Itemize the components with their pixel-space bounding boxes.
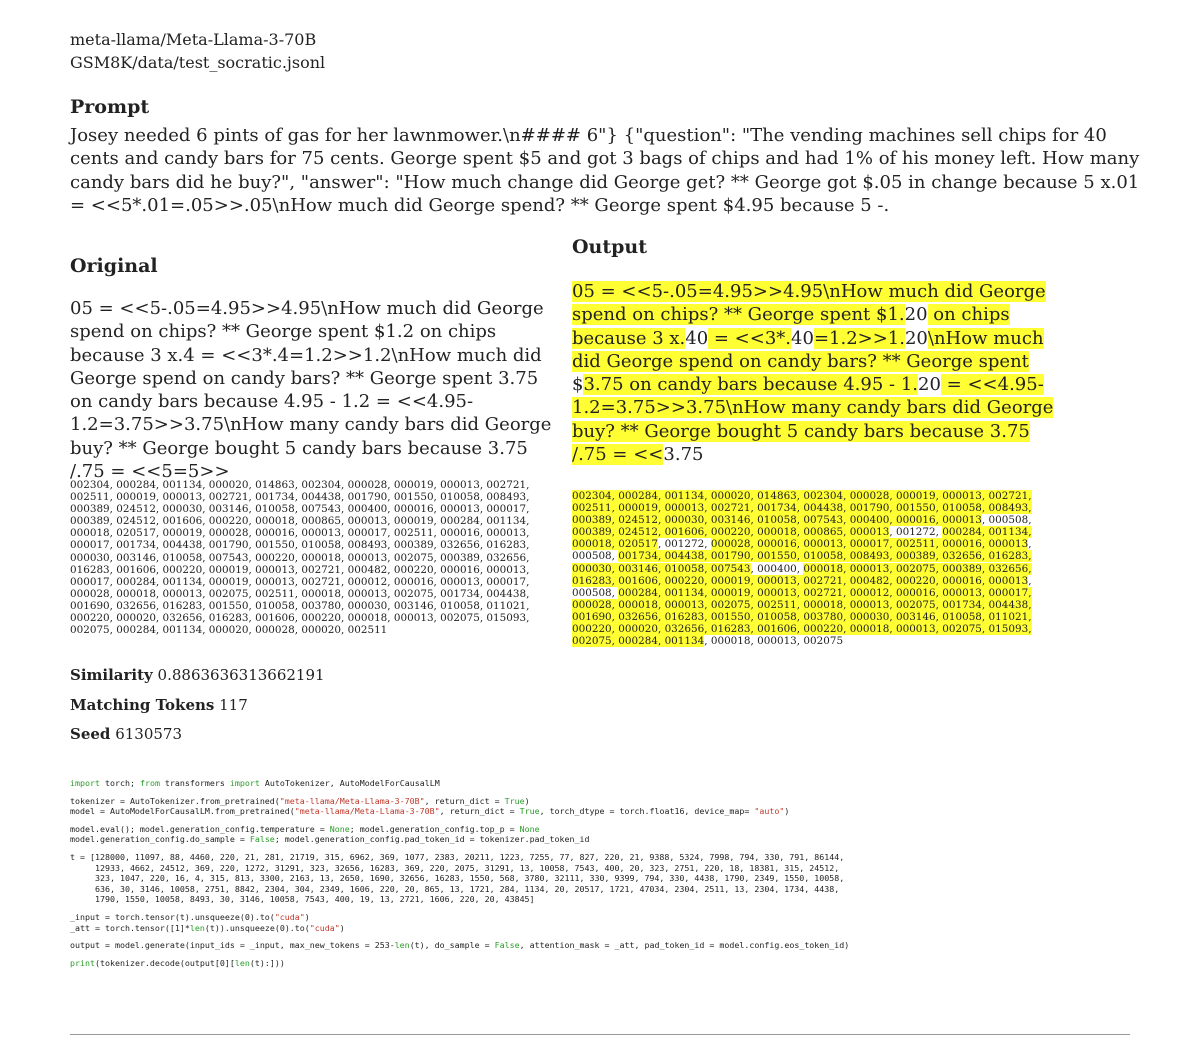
code-token: (t)).unsqueeze(0).to( xyxy=(204,922,310,933)
code-token: len xyxy=(189,922,205,933)
output-token-matching: 000020 xyxy=(710,490,751,502)
output-token-matching: 002721 xyxy=(803,586,844,599)
code-token: print xyxy=(70,957,95,968)
output-token-matching: 032656 xyxy=(664,623,705,636)
output-token-matching: 001790 xyxy=(710,550,751,563)
output-token-matching: 000220 xyxy=(572,623,612,636)
output-text xyxy=(572,280,1062,466)
output-token-differing: 000508 xyxy=(572,586,612,599)
output-token-matching: 000013 xyxy=(942,490,982,502)
output-tokens: 002304, 000284, 001134, 000020, 014863, 002304, 000028, 000019, 000013, 002721, 002511, 000019, 000013, 002721, 001734, 004438, 001790, 001550, 010058, 008493, 000389, 024512, 000030, 003146, 010058, 007543, 000400, 000016, 000013, 000508, 000389, 024512, 001606, 000220, 000018, 000865, 000013, 001272, 000284, 001134, 000018, 020517, 001272, 000028, 000016, 000013, 000017, 002511, 000016, 000013, 000508, 001734, 004438, 001790, 001550, 010058, 008493, 000389, 032656, 016283, 000030, 003146, 010058, 007543, 000400, 000018, 000013, 002075, 000389, 032656, 016283, 001606, 000220, 000019, 000013, 002721, 000482, 000220, 000016, 000013, 000508, 000284, 001134, 000019, 000013, 002721, 000012, 000016, 000013, 000017, 000028, 000018, 000013, 002075, 002511, 000018, 000013, 002075, 001734, 004438, 001690, 032656, 016283, 001550, 010058, 003780, 000030, 003146, 010058, 011021, 000220, 000020, 032656, 016283, 001606, 000220, 000018, 000013, 002075, 015093, 002075, 000284, 001134, 000018, 000013, 002075 xyxy=(572,490,1032,648)
code-token: ) xyxy=(784,806,790,817)
output-segment-differing: 3.75 xyxy=(663,444,704,466)
output-segment-differing: $ xyxy=(572,374,584,396)
seed-value: 6130573 xyxy=(115,725,183,743)
output-token-matching: 001550 xyxy=(895,502,936,515)
output-token-matching: 007543 xyxy=(803,514,844,527)
output-token-matching: 007543 xyxy=(710,562,751,575)
code-token: model.generation_config.do_sample = xyxy=(70,834,250,845)
output-token-matching: 001606 xyxy=(664,526,705,539)
code-token: 12933, 4662, 24512, 369, 220, 1272, 31291, 323, 32656, 16283, 369, 220, 2075, 31291, 13, 10058, 7543, 400, 20, 323, 2751, 220, 18, 18381, 315, 24512, xyxy=(70,862,840,873)
code-token: tokenizer = AutoTokenizer.from_pretrained( xyxy=(70,795,280,806)
output-token-matching: 000018 xyxy=(803,598,844,611)
code-blank-line xyxy=(70,789,849,796)
output-token-matching: 000028 xyxy=(710,538,751,551)
output-token-matching: 000019 xyxy=(895,490,936,502)
output-token-matching: 000389 xyxy=(895,550,936,563)
bottom-rule xyxy=(70,1034,1130,1035)
output-token-matching: 014863 xyxy=(757,490,797,502)
output-token-matching: 003146 xyxy=(710,514,751,527)
code-token: ) xyxy=(339,922,345,933)
output-token-matching: 016283 xyxy=(664,610,705,623)
output-token-matching: 032656 xyxy=(988,562,1029,575)
output-token-matching: 003146 xyxy=(895,610,936,623)
output-token-matching: 004438 xyxy=(664,550,705,563)
output-segment-differing: 20 xyxy=(904,304,928,326)
output-token-matching: 000284 xyxy=(942,526,982,539)
output-token-matching: 001734 xyxy=(757,502,797,515)
output-token-matching: 000220 xyxy=(895,574,936,587)
output-token-matching: 002511 xyxy=(757,598,797,611)
output-token-matching: 000865 xyxy=(803,526,844,539)
code-line xyxy=(70,884,849,895)
output-token-matching: 010058 xyxy=(942,610,982,623)
output-token-matching: 001134 xyxy=(988,526,1029,539)
output-token-matching: 000284 xyxy=(618,635,658,648)
output-token-matching: 000013 xyxy=(849,598,890,611)
output-token-matching: 024512 xyxy=(618,514,658,527)
output-token-matching: 010058 xyxy=(803,550,844,563)
output-token-matching: 000389 xyxy=(942,562,982,575)
output-token-matching: 000284 xyxy=(618,490,658,502)
code-token: True xyxy=(504,795,525,806)
matching-tokens-stat xyxy=(70,696,248,714)
output-token-matching: 000220 xyxy=(664,574,705,587)
output-token-matching: 010058 xyxy=(757,514,797,527)
output-token-differing: 002075 xyxy=(803,635,844,648)
dataset-path: GSM8K/data/test_socratic.jsonl xyxy=(70,53,326,72)
output-token-matching: 002304 xyxy=(803,490,844,502)
output-token-matching: 000013 xyxy=(803,538,844,551)
code-blank-line xyxy=(70,817,849,824)
code-token: len xyxy=(234,957,250,968)
seed-stat xyxy=(70,725,182,743)
code-token: from xyxy=(139,778,160,788)
output-token-matching: 010058 xyxy=(942,502,982,515)
output-token-matching: 000030 xyxy=(849,610,890,623)
code-blank-line xyxy=(70,845,849,852)
output-token-matching: 000284 xyxy=(618,586,658,599)
code-line xyxy=(70,958,849,969)
output-token-matching: 000013 xyxy=(664,598,705,611)
output-segment-matching: 3.75 on candy bars because 4.95 - 1. xyxy=(583,374,919,396)
output-segment-matching: = <<4.95-1.2=3.75>>3.75\nHow many candy bars did George buy? ** George bought 5 candy bars because 3.75 /.75 = << xyxy=(572,374,1054,466)
output-token-matching: 001606 xyxy=(757,623,797,636)
code-token: t = [128000, 11097, 88, 4460, 220, 21, 281, 21719, 315, 6962, 369, 1077, 2383, 20211, 1223, 7255, 77, 827, 220, 21, 9388, 5324, 7998, 794, 330, 791, 86144, xyxy=(70,851,845,862)
output-token-matching: 000028 xyxy=(849,490,890,502)
output-token-matching: 002721 xyxy=(988,490,1029,502)
output-token-matching: 002075 xyxy=(895,598,936,611)
output-segment-differing: 40 xyxy=(685,327,709,349)
output-segment-matching: =1.2>>1. xyxy=(813,327,905,349)
prompt-text: Josey needed 6 pints of gas for her lawnmower.\n#### 6"} {"question": "The vending machines sell chips for 40 cents and candy bars for 75 cents. George spent $5 and got 3 bags of chips and had 1% of his money left. How many candy bars did he buy?", "answer": "How much change did George get? ** George got $.05 in change because 5 x.01 = <<5*.01=.05>>.05\nHow much did George spend? ** George spent $4.95 because 5 -. xyxy=(70,125,1140,216)
output-token-matching: 002075 xyxy=(942,623,982,636)
code-token: model.eval(); model.generation_config.temperature = xyxy=(70,823,330,834)
code-line xyxy=(70,940,849,951)
code-token: 323, 1047, 220, 16, 4, 315, 813, 3300, 2163, 13, 2650, 1690, 32656, 16283, 1550, 568, 3780, 32111, 330, 9399, 794, 330, 4438, 1790, 2349, 1550, 10058, xyxy=(70,873,845,884)
code-token: "meta-llama/Meta-Llama-3-70B" xyxy=(294,806,440,817)
output-token-matching: 000220 xyxy=(710,526,751,539)
code-line xyxy=(70,824,849,835)
output-token-matching: 000018 xyxy=(803,562,844,575)
code-token: transformers xyxy=(159,778,230,788)
output-token-matching: 000013 xyxy=(942,514,982,527)
output-token-differing: 000508 xyxy=(988,514,1029,527)
output-segment-differing: 40 xyxy=(791,327,814,349)
output-token-matching: 002075 xyxy=(710,598,751,611)
output-token-matching: 000019 xyxy=(710,586,751,599)
code-token: , torch_dtype = torch.float16, device_map= xyxy=(539,806,755,817)
code-token: ) xyxy=(304,911,310,922)
code-line xyxy=(70,863,849,874)
output-token-matching: 000220 xyxy=(803,623,844,636)
output-token-matching: 001550 xyxy=(757,550,797,563)
code-token: 636, 30, 3146, 10058, 2751, 8842, 2304, 304, 2349, 1606, 220, 20, 865, 13, 1721, 284, 1134, 20, 20517, 1721, 47034, 2304, 2511, 13, 2304, 1734, 4438, xyxy=(70,883,840,894)
output-token-matching: 000389 xyxy=(572,526,612,539)
code-blank-line xyxy=(70,933,849,940)
code-line xyxy=(70,894,849,905)
output-token-differing: 000013 xyxy=(757,635,797,648)
output-token-matching: 000013 xyxy=(757,586,797,599)
output-token-matching: 001134 xyxy=(664,490,705,502)
output-token-matching: 016283 xyxy=(988,550,1029,563)
output-token-matching: 020517 xyxy=(618,538,658,551)
output-token-matching: 000020 xyxy=(618,623,658,636)
output-segment-differing: 20 xyxy=(918,374,941,396)
output-token-matching: 000019 xyxy=(618,502,658,515)
output-token-differing: 000400 xyxy=(757,562,797,575)
code-token: True xyxy=(519,806,540,817)
code-token: torch; xyxy=(99,778,140,788)
similarity-label: Similarity xyxy=(70,666,153,684)
output-token-matching: 001134 xyxy=(664,635,705,648)
output-token-differing: 000508 xyxy=(572,550,612,563)
code-line xyxy=(70,912,849,923)
output-token-matching: 000017 xyxy=(988,586,1029,599)
output-token-matching: 002304 xyxy=(572,490,612,502)
output-token-matching: 000016 xyxy=(942,574,982,587)
code-line xyxy=(70,778,849,789)
model-name: meta-llama/Meta-Llama-3-70B xyxy=(70,30,317,49)
code-token: ) xyxy=(524,795,530,806)
output-token-matching: 011021 xyxy=(988,610,1029,623)
code-token: _input = torch.tensor(t).unsqueeze(0).to( xyxy=(70,911,275,922)
code-token: "meta-llama/Meta-Llama-3-70B" xyxy=(279,795,425,806)
original-title: Original xyxy=(70,255,158,277)
output-token-matching: 000482 xyxy=(849,574,890,587)
output-token-matching: 001734 xyxy=(618,550,658,563)
code-token: , return_dict = xyxy=(439,806,520,817)
code-token: False xyxy=(494,940,520,951)
output-token-matching: 002511 xyxy=(572,502,612,515)
code-line xyxy=(70,852,849,863)
code-token: , return_dict = xyxy=(424,795,505,806)
output-token-matching: 001790 xyxy=(849,502,890,515)
prompt-title: Prompt xyxy=(70,96,150,118)
output-token-matching: 000013 xyxy=(895,623,936,636)
code-token: import xyxy=(229,778,260,788)
code-line xyxy=(70,923,849,934)
code-token: (tokenizer.decode(output[0][ xyxy=(94,957,235,968)
code-token: ; model.generation_config.top_p = xyxy=(349,823,520,834)
code-blank-line xyxy=(70,905,849,912)
code-token: "auto" xyxy=(754,806,785,817)
output-segment-matching: on chips because 3 x. xyxy=(572,304,1010,349)
output-token-matching: 000018 xyxy=(572,538,612,551)
output-token-matching: 000013 xyxy=(988,538,1029,551)
code-token: 1790, 1550, 10058, 8493, 30, 3146, 10058, 7543, 400, 19, 13, 2721, 1606, 220, 20, 43845] xyxy=(70,894,535,905)
output-segment-matching: \nHow much did George spend on candy bars? ** George spent xyxy=(572,327,1044,372)
code-token: model = AutoModelForCausalLM.from_pretrained( xyxy=(70,806,295,817)
output-token-matching: 004438 xyxy=(803,502,844,515)
code-token: len xyxy=(394,940,410,951)
output-token-matching: 001690 xyxy=(572,610,612,623)
output-token-matching: 001734 xyxy=(942,598,982,611)
output-token-matching: 024512 xyxy=(618,526,658,539)
code-line xyxy=(70,873,849,884)
output-token-matching: 008493 xyxy=(849,550,890,563)
output-token-matching: 002511 xyxy=(895,538,936,551)
output-token-matching: 016283 xyxy=(710,623,751,636)
header xyxy=(70,28,325,74)
output-token-matching: 000013 xyxy=(988,574,1029,587)
code-token: False xyxy=(249,834,275,845)
output-token-matching: 000400 xyxy=(849,514,890,527)
output-token-matching: 000013 xyxy=(849,526,890,539)
code-token: (t):])) xyxy=(249,957,285,968)
output-token-differing: 000018 xyxy=(710,635,751,648)
output-token-matching: 032656 xyxy=(942,550,982,563)
similarity-stat xyxy=(70,666,325,684)
output-token-matching: 015093 xyxy=(988,623,1029,636)
output-token-matching: 000013 xyxy=(849,562,890,575)
output-token-matching: 000028 xyxy=(572,598,612,611)
code-token: (t), do_sample = xyxy=(409,940,495,951)
similarity-value: 0.8863636313662191 xyxy=(157,666,325,684)
output-token-matching: 016283 xyxy=(572,574,612,587)
output-token-matching: 004438 xyxy=(988,598,1029,611)
output-token-matching: 002075 xyxy=(895,562,936,575)
output-token-matching: 000018 xyxy=(849,623,890,636)
code-token: "cuda" xyxy=(309,922,340,933)
original-text: 05 = <<5-.05=4.95>>4.95\nHow much did George spend on chips? ** George spent $1.2 on chips because 3 x.4 = <<3*.4=1.2>>1.2\nHow much did George spend on candy bars? ** George spent 3.75 on candy bars because 4.95 - 1.2 = <<4.95-1.2=3.75>>3.75\nHow many candy bars did George buy? ** George bought 5 candy bars because 3.75 /.75 = <<5=5>> xyxy=(70,298,552,483)
code-token: output = model.generate(input_ids = _input, max_new_tokens = 253- xyxy=(70,940,395,951)
output-token-matching: 000030 xyxy=(664,514,705,527)
code-line xyxy=(70,806,849,817)
code-token: None xyxy=(329,823,350,834)
output-token-matching: 000016 xyxy=(942,538,982,551)
output-token-matching: 032656 xyxy=(618,610,658,623)
code-blank-line xyxy=(70,951,849,958)
code-line xyxy=(70,834,849,845)
code-token: _att = torch.tensor([1]* xyxy=(70,922,190,933)
output-token-matching: 000030 xyxy=(572,562,612,575)
output-token-matching: 000018 xyxy=(618,598,658,611)
output-segment-differing: 20 xyxy=(904,327,928,349)
output-segment-matching: 05 = <<5-.05=4.95>>4.95\nHow much did George spend on chips? ** George spent $1. xyxy=(572,281,1046,326)
code-token: "cuda" xyxy=(274,911,305,922)
output-token-matching: 000017 xyxy=(849,538,890,551)
code-token: , attention_mask = _att, pad_token_id = model.config.eos_token_id) xyxy=(519,940,850,951)
code-token: AutoTokenizer, AutoModelForCausalLM xyxy=(259,778,440,788)
original-tokens: 002304, 000284, 001134, 000020, 014863, 002304, 000028, 000019, 000013, 002721, 002511, 000019, 000013, 002721, 001734, 004438, 001790, 001550, 010058, 008493, 000389, 024512, 000030, 003146, 010058, 007543, 000400, 000016, 000013, 000017, 000389, 024512, 001606, 000220, 000018, 000865, 000013, 000019, 000284, 001134, 000018, 020517, 000019, 000028, 000016, 000013, 000017, 002511, 000016, 000013, 000017, 001734, 004438, 001790, 001550, 010058, 008493, 000389, 032656, 016283, 000030, 003146, 010058, 007543, 000220, 000018, 000013, 002075, 000389, 032656, 016283, 001606, 000220, 000019, 000013, 002721, 000482, 000220, 000016, 000013, 000017, 000284, 001134, 000019, 000013, 002721, 000012, 000016, 000013, 000017, 000028, 000018, 000013, 002075, 002511, 000018, 000013, 002075, 001734, 004438, 001690, 032656, 016283, 001550, 010058, 003780, 000030, 003146, 010058, 011021, 000220, 000020, 032656, 016283, 001606, 000220, 000018, 000013, 002075, 015093, 002075, 000284, 001134, 000020, 000028, 000020, 002511 xyxy=(70,479,530,637)
code-token: None xyxy=(519,823,540,834)
output-token-matching: 002721 xyxy=(710,502,751,515)
output-token-matching: 003780 xyxy=(803,610,844,623)
matching-tokens-label: Matching Tokens xyxy=(70,696,215,714)
output-token-matching: 000016 xyxy=(895,586,936,599)
output-token-matching: 000389 xyxy=(572,514,612,527)
output-token-matching: 001606 xyxy=(618,574,658,587)
output-token-matching: 010058 xyxy=(757,610,797,623)
output-token-matching: 000013 xyxy=(757,574,797,587)
output-token-matching: 002721 xyxy=(803,574,844,587)
output-token-matching: 001134 xyxy=(664,586,705,599)
code-block xyxy=(70,778,849,968)
output-token-matching: 008493 xyxy=(988,502,1029,515)
code-token: ; model.generation_config.pad_token_id = tokenizer.pad_token_id xyxy=(274,834,590,845)
output-segment-matching: = <<3*. xyxy=(708,327,792,349)
output-token-differing: 001272 xyxy=(895,526,936,539)
output-token-matching: 002075 xyxy=(572,635,612,648)
output-title: Output xyxy=(572,236,648,258)
code-token: import xyxy=(70,778,100,788)
output-token-matching: 000018 xyxy=(757,526,797,539)
seed-label: Seed xyxy=(70,725,111,743)
output-token-matching: 000016 xyxy=(895,514,936,527)
output-token-matching: 000016 xyxy=(757,538,797,551)
output-token-matching: 010058 xyxy=(664,562,705,575)
code-line xyxy=(70,796,849,807)
output-token-matching: 003146 xyxy=(618,562,658,575)
output-token-matching: 000012 xyxy=(849,586,890,599)
output-token-differing: 001272 xyxy=(664,538,705,551)
matching-tokens-value: 117 xyxy=(219,696,248,714)
output-token-matching: 001550 xyxy=(710,610,751,623)
output-token-matching: 000013 xyxy=(664,502,705,515)
output-token-matching: 000019 xyxy=(710,574,751,587)
output-token-matching: 000013 xyxy=(942,586,982,599)
